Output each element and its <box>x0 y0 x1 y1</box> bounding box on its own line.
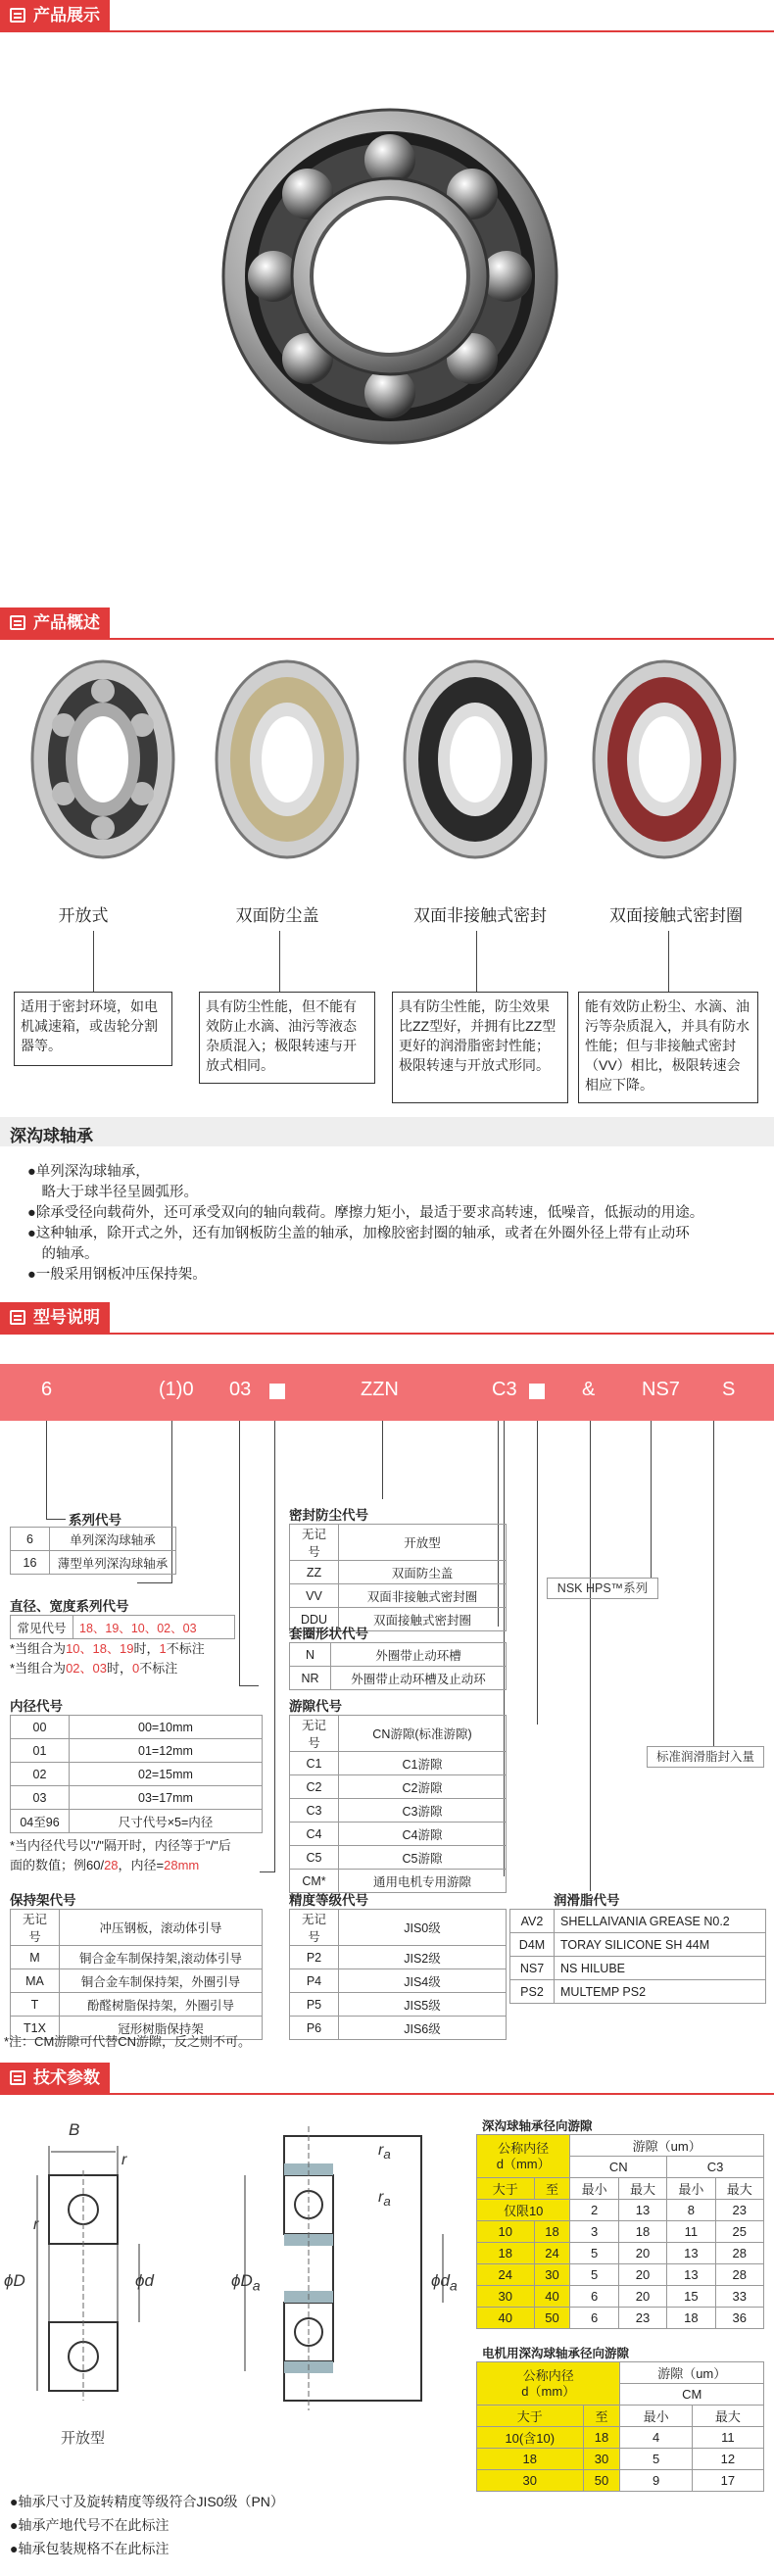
code-part: NS7 <box>642 1379 680 1400</box>
clearance-table-title: 深沟球轴承径向游隙 <box>482 2119 593 2133</box>
code-part: & <box>582 1379 596 1400</box>
code-part: (1)0 <box>159 1379 194 1400</box>
variant-name: 开放式 <box>58 906 109 925</box>
code-part: C3 <box>492 1379 517 1400</box>
dim-label-d: ϕd <box>135 2271 154 2290</box>
cage-code-table: 无记号 冲压钢板，滚动体引导 M 铜合金车制保持架,滚动体引导 MA 铜合金车制保持架，外圈引导 T 酚醛树脂保持架，外圈引导 T1X 冠形树脂保持架 <box>10 1909 263 2040</box>
section-header-product-display <box>0 0 774 32</box>
dim-label-r: r <box>121 2152 127 2168</box>
deep-groove-title: 深沟球轴承 <box>10 1127 93 1145</box>
code-part: 6 <box>41 1379 53 1400</box>
connector-line <box>239 1685 259 1686</box>
deep-groove-title-bar <box>0 1117 774 1146</box>
precision-code-table: 无记号 JIS0级 P2 JIS2级 P4 JIS4级 P5 JIS5级 P6 JIS6级 <box>289 1909 507 2040</box>
connector-line <box>590 1421 591 1891</box>
grease-code-table: AV2 SHELLAIVANIA GREASE N0.2 D4M TORAY SILICONE SH 44M NS7 NS HILUBE PS2 MULTEMP PS2 <box>509 1909 766 2004</box>
bore-code-note: 面的数值；例60/28，内径=28mm <box>10 1858 200 1872</box>
table-row: 30 40 6 20 15 33 <box>477 2286 764 2308</box>
section-tag: 型号说明 <box>0 1302 110 1333</box>
bore-code-table: 00 00=10mm 01 01=12mm 02 02=15mm 03 03=17mm 04至96 尺寸代号×5=内径 <box>10 1715 263 1833</box>
bullet-line: ●除承受径向载荷外，还可承受双向的轴向载荷。摩擦力矩小，最适于要求高转速，低噪音，低振动的用途。 <box>27 1205 704 1221</box>
variant-desc: 具有防尘性能，防尘效果比ZZ型好，并拥有比ZZ型更好的润滑脂密封性能；极限转速与开放式形同。 <box>392 992 568 1103</box>
bullet-line: ●一般采用钢板冲压保持架。 <box>27 1267 207 1283</box>
bullet-line: 的轴承。 <box>27 1246 99 1262</box>
bullet-line: ●这种轴承，除开式之外，还有加钢板防尘盖的轴承，加橡胶密封圈的轴承，或者在外圈外径上带有止动环 <box>27 1226 690 1241</box>
variant-name: 双面非接触式密封 <box>413 906 547 925</box>
ring-shape-title: 套圈形状代号 <box>289 1627 368 1641</box>
bottom-note: ●轴承包装规格不在此标注 <box>10 2541 169 2556</box>
table-row: 24 30 5 20 13 28 <box>477 2264 764 2286</box>
variant-name: 双面防尘盖 <box>235 906 319 925</box>
dia-width-note: *当组合为10、18、19时，1不标注 <box>10 1641 205 1656</box>
document-icon <box>10 1310 25 1325</box>
clearance-table: 公称内径 d（mm） 游隙（um） CN C3 大于 至 最小 最大 最小 最大 仅限10 2 13 8 23 10 18 3 18 11 25 18 24 5 20 13 28 24 30 5 20 13 28 30 40 6 20 15 33 40 50 6 23 18 36 <box>476 2134 764 2329</box>
connector-line <box>651 1421 652 1578</box>
placeholder-square-icon <box>529 1384 545 1399</box>
cage-code-title: 保持架代号 <box>10 1893 76 1908</box>
connector-line <box>93 931 94 992</box>
variant-desc: 具有防尘性能，但不能有效防止水滴、油污等液态杂质混入；极限转速与开放式相同。 <box>199 992 375 1084</box>
dim-label-ra: $r_a$ <box>378 2189 391 2210</box>
connector-line <box>537 1421 538 1725</box>
dim-label-Da: $\phi D_a$ <box>231 2271 261 2295</box>
section-tag: 产品展示 <box>0 0 110 30</box>
document-icon <box>10 8 25 23</box>
motor-table-title: 电机用深沟球轴承径向游隙 <box>482 2347 630 2360</box>
bore-code-title: 内径代号 <box>10 1699 63 1714</box>
table-row: 18 30 5 12 <box>477 2449 764 2470</box>
connector-line <box>46 1519 66 1520</box>
table-row: 40 50 6 23 18 36 <box>477 2308 764 2329</box>
series-code-table: 6 单列深沟球轴承 16 薄型单列深沟球轴承 <box>10 1527 176 1575</box>
clearance-code-title: 游隙代号 <box>289 1699 342 1714</box>
table-row: 10(含10) 18 4 11 <box>477 2427 764 2449</box>
document-icon <box>10 615 25 630</box>
table-row: 30 50 9 17 <box>477 2470 764 2492</box>
connector-line <box>476 931 477 992</box>
dim-label-B: B <box>69 2120 80 2139</box>
bearing-zz-image <box>204 656 370 867</box>
series-code-title: 系列代号 <box>69 1513 121 1528</box>
variant-desc: 适用于密封环境，如电机减速箱，或齿轮分割器等。 <box>14 992 172 1066</box>
bullet-line: 略大于球半径呈圆弧形。 <box>27 1185 198 1200</box>
section-header-model-desc <box>0 1302 774 1335</box>
connector-line <box>279 931 280 992</box>
connector-line <box>137 1582 172 1583</box>
placeholder-square-icon <box>269 1384 285 1399</box>
grease-code-title: 润滑脂代号 <box>554 1893 620 1908</box>
dim-label-ra: $r_a$ <box>378 2142 391 2163</box>
section-header-tech-params <box>0 2063 774 2095</box>
clearance-footnote: *注：CM游隙可代替CN游隙，反之则不可。 <box>4 2034 252 2049</box>
code-part: ZZN <box>361 1379 399 1400</box>
variant-name: 双面接触式密封圈 <box>609 906 743 925</box>
bottom-note: ●轴承尺寸及旋转精度等级符合JIS0级（PN） <box>10 2494 284 2509</box>
section-header-product-overview <box>0 608 774 640</box>
code-part: 03 <box>229 1379 252 1400</box>
table-row: 仅限10 2 13 8 23 <box>477 2200 764 2221</box>
std-grease-label: 标准润滑脂封入量 <box>647 1746 764 1768</box>
bullet-line: ●单列深沟球轴承， <box>27 1164 150 1180</box>
dia-width-title: 直径、宽度系列代号 <box>10 1599 129 1614</box>
connector-line <box>668 931 669 992</box>
table-row: 18 24 5 20 13 28 <box>477 2243 764 2264</box>
dim-label-D: ϕD <box>4 2271 25 2290</box>
bearing-ddu-image <box>581 656 748 867</box>
section-tag: 技术参数 <box>0 2063 110 2093</box>
clearance-code-table: 无记号 CN游隙(标准游隙) C1 C1游隙 C2 C2游隙 C3 C3游隙 C4 C4游隙 C5 C5游隙 CM* 通用电机专用游隙 <box>289 1715 507 1893</box>
dim-label-r: r <box>33 2216 39 2233</box>
connector-line <box>274 1421 275 1871</box>
seal-code-table: 无记号 开放型 ZZ 双面防尘盖 VV 双面非接触式密封圈 DDU 双面接触式密封圈 <box>289 1524 507 1631</box>
code-part: S <box>722 1379 736 1400</box>
bearing-hero-image <box>219 106 560 447</box>
section-tag: 产品概述 <box>0 608 110 638</box>
mounting-diagram <box>225 2116 470 2420</box>
variant-desc: 能有效防止粉尘、水滴、油污等杂质混入，并具有防水性能；但与非接触式密封（VV）相比，极限转速会相应下降。 <box>578 992 758 1103</box>
precision-code-title: 精度等级代号 <box>289 1893 368 1908</box>
document-icon <box>10 2070 25 2085</box>
bearing-vv-image <box>392 656 558 867</box>
table-row: 10 18 3 18 11 25 <box>477 2221 764 2243</box>
connector-line <box>239 1421 240 1685</box>
dim-label-da: $\phi d_a$ <box>431 2271 458 2295</box>
dia-width-table: 常见代号 18、19、10、02、03 <box>10 1615 235 1639</box>
bearing-open-image <box>20 656 186 867</box>
model-code-bar <box>0 1364 774 1421</box>
bore-code-note: *当内径代号以"/"隔开时，内径等于"/"后 <box>10 1838 231 1853</box>
motor-clearance-table: 公称内径 d（mm） 游隙（um） CM 大于 至 最小 最大 10(含10) 18 4 11 18 30 5 12 30 50 9 17 <box>476 2361 764 2492</box>
dia-width-note: *当组合为02、03时，0不标注 <box>10 1661 178 1676</box>
connector-line <box>260 1871 275 1872</box>
open-type-label: 开放型 <box>61 2430 106 2447</box>
connector-line <box>713 1421 714 1746</box>
nsk-hps-label: NSK HPS™系列 <box>547 1578 658 1599</box>
open-type-diagram <box>10 2116 186 2430</box>
bottom-note: ●轴承产地代号不在此标注 <box>10 2517 169 2533</box>
seal-code-title: 密封防尘代号 <box>289 1508 368 1523</box>
connector-line <box>382 1421 383 1499</box>
ring-shape-table: N 外圈带止动环槽 NR 外圈带止动环槽及止动环 <box>289 1642 507 1690</box>
connector-line <box>46 1421 47 1519</box>
